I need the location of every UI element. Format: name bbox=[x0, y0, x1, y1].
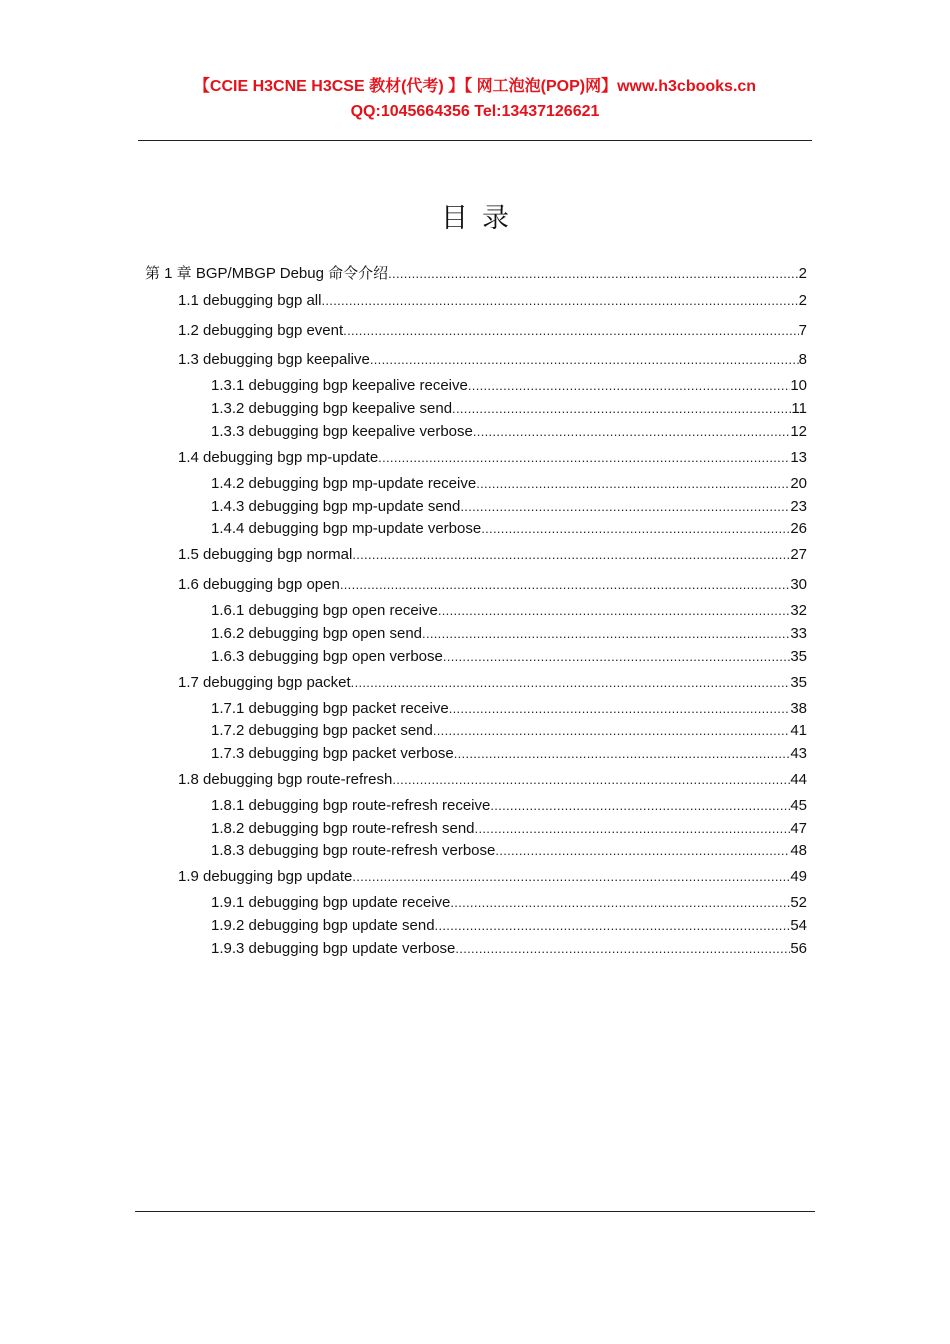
toc-entry-label: 1.7.1 debugging bgp packet receive bbox=[211, 700, 449, 717]
toc-dot-leader bbox=[378, 450, 790, 465]
toc-entry[interactable] bbox=[211, 400, 807, 417]
toc-entry-label: 1.3.3 debugging bgp keepalive verbose bbox=[211, 423, 473, 440]
toc-dot-leader bbox=[454, 746, 791, 761]
toc-entry-page: 52 bbox=[790, 894, 807, 911]
toc-entry-page: 8 bbox=[798, 351, 807, 368]
toc-dot-leader bbox=[460, 499, 790, 514]
toc-entry-label: 1.3 debugging bgp keepalive bbox=[178, 351, 370, 368]
toc-entry-page: 2 bbox=[798, 265, 807, 282]
toc-entry[interactable] bbox=[178, 868, 807, 885]
toc-entry[interactable] bbox=[211, 423, 807, 440]
toc-entry[interactable] bbox=[211, 520, 807, 537]
toc-entry-label: 1.9 debugging bgp update bbox=[178, 868, 353, 885]
toc-entry[interactable] bbox=[178, 576, 807, 593]
toc-entry-page: 32 bbox=[790, 602, 807, 619]
toc-dot-leader bbox=[475, 821, 791, 836]
toc-dot-leader bbox=[468, 378, 790, 393]
toc-dot-leader bbox=[473, 424, 790, 439]
toc-entry-page: 47 bbox=[790, 820, 807, 837]
header-phone-line: QQ:1045664356 Tel:13437126621 bbox=[350, 103, 600, 120]
toc-entry-page: 43 bbox=[790, 745, 807, 762]
toc-entry-label: 1.7.3 debugging bgp packet verbose bbox=[211, 745, 454, 762]
toc-entry-label: 1.3.2 debugging bgp keepalive send bbox=[211, 400, 453, 417]
toc-entry-page: 56 bbox=[790, 940, 807, 957]
toc-entry-label: 1.4.3 debugging bgp mp-update send bbox=[211, 498, 461, 515]
toc-dot-leader bbox=[340, 577, 790, 592]
toc-entry-page: 54 bbox=[790, 917, 807, 934]
toc-entry-label: 1.8 debugging bgp route-refresh bbox=[178, 771, 393, 788]
toc-entry-page: 27 bbox=[790, 546, 807, 563]
toc-entry-page: 44 bbox=[790, 771, 807, 788]
toc-dot-leader bbox=[455, 941, 790, 956]
toc-entry[interactable] bbox=[178, 322, 807, 339]
toc-entry-page: 33 bbox=[790, 625, 807, 642]
toc-entry[interactable] bbox=[211, 722, 807, 739]
toc-title: 目录 bbox=[441, 203, 523, 234]
toc-entry-label: 1.5 debugging bgp normal bbox=[178, 546, 353, 563]
toc-entry[interactable] bbox=[211, 475, 807, 492]
toc-dot-leader bbox=[495, 843, 790, 858]
toc-entry-label: 1.7.2 debugging bgp packet send bbox=[211, 722, 433, 739]
toc-dot-leader bbox=[449, 701, 791, 716]
toc-dot-leader bbox=[450, 895, 790, 910]
toc-entry-page: 2 bbox=[798, 292, 807, 309]
toc-dot-leader bbox=[452, 401, 791, 416]
toc-entry-label: 1.7 debugging bgp packet bbox=[178, 674, 351, 691]
toc-entry-label: 1.1 debugging bgp all bbox=[178, 292, 322, 309]
toc-entry-label: 1.9.3 debugging bgp update verbose bbox=[211, 940, 456, 957]
toc-entry[interactable] bbox=[178, 449, 807, 466]
toc-dot-leader bbox=[443, 649, 790, 664]
toc-entry-label: 1.9.1 debugging bgp update receive bbox=[211, 894, 451, 911]
toc-dot-leader bbox=[435, 918, 791, 933]
toc-entry-page: 11 bbox=[791, 400, 807, 417]
header-divider bbox=[138, 140, 812, 141]
toc-entry-page: 26 bbox=[790, 520, 807, 537]
toc-entry-page: 35 bbox=[790, 648, 807, 665]
toc-entry-label: 1.6 debugging bgp open bbox=[178, 576, 340, 593]
toc-dot-leader bbox=[343, 323, 799, 338]
toc-dot-leader bbox=[481, 521, 790, 536]
toc-entry-label: 1.3.1 debugging bgp keepalive receive bbox=[211, 377, 468, 394]
toc-entry-label: 1.8.3 debugging bgp route-refresh verbose bbox=[211, 842, 496, 859]
toc-entry-label: 1.8.1 debugging bgp route-refresh receive bbox=[211, 797, 491, 814]
toc-entry[interactable] bbox=[211, 648, 807, 665]
toc-dot-leader bbox=[392, 772, 790, 787]
toc-entry-label: 1.2 debugging bgp event bbox=[178, 322, 344, 339]
toc-entry-page: 38 bbox=[790, 700, 807, 717]
toc-dot-leader bbox=[352, 547, 790, 562]
toc-entry-label: 1.4.2 debugging bgp mp-update receive bbox=[211, 475, 477, 492]
toc-entry-page: 23 bbox=[790, 498, 807, 515]
toc-entry-page: 45 bbox=[790, 797, 807, 814]
toc-entry-label: 1.4 debugging bgp mp-update bbox=[178, 449, 379, 466]
toc-entry[interactable] bbox=[211, 940, 807, 957]
toc-dot-leader bbox=[433, 723, 790, 738]
toc-entry-page: 49 bbox=[790, 868, 807, 885]
toc-entry-page: 20 bbox=[790, 475, 807, 492]
toc-entry[interactable] bbox=[211, 602, 807, 619]
toc-entry-page: 13 bbox=[790, 449, 807, 466]
toc-entry-label: 1.8.2 debugging bgp route-refresh send bbox=[211, 820, 475, 837]
toc-entry[interactable] bbox=[211, 745, 807, 762]
toc-dot-leader bbox=[388, 266, 799, 281]
toc-entry[interactable] bbox=[211, 820, 807, 837]
toc-dot-leader bbox=[490, 798, 790, 813]
toc-entry[interactable] bbox=[178, 351, 807, 368]
toc-entry[interactable] bbox=[211, 700, 807, 717]
toc-entry-page: 10 bbox=[790, 377, 807, 394]
toc-entry[interactable] bbox=[211, 894, 807, 911]
toc-entry[interactable] bbox=[211, 377, 807, 394]
toc-entry[interactable] bbox=[178, 292, 807, 309]
toc-dot-leader bbox=[352, 869, 790, 884]
toc-entry-page: 7 bbox=[798, 322, 807, 339]
toc-entry-label: 1.6.2 debugging bgp open send bbox=[211, 625, 423, 642]
toc-entry-page: 41 bbox=[790, 722, 807, 739]
toc-entry[interactable] bbox=[178, 674, 807, 691]
toc-dot-leader bbox=[370, 352, 799, 367]
toc-dot-leader bbox=[422, 626, 790, 641]
footer-divider bbox=[135, 1211, 815, 1212]
header-contact-line: 【CCIE H3CNE H3CSE 教材(代考) 】【 网工泡泡(POP)网】www.h3cbooks.cn bbox=[193, 78, 757, 95]
toc-entry[interactable] bbox=[211, 498, 807, 515]
toc-entry-page: 12 bbox=[790, 423, 807, 440]
toc-dot-leader bbox=[438, 603, 790, 618]
toc-entry-label: 1.4.4 debugging bgp mp-update verbose bbox=[211, 520, 482, 537]
toc-entry[interactable] bbox=[178, 771, 807, 788]
toc-entry[interactable] bbox=[211, 797, 807, 814]
toc-entry-label: 1.6.3 debugging bgp open verbose bbox=[211, 648, 443, 665]
toc-entry[interactable] bbox=[211, 625, 807, 642]
toc-entry-label: 1.6.1 debugging bgp open receive bbox=[211, 602, 438, 619]
toc-entry-label: 第 1 章 BGP/MBGP Debug 命令介绍 bbox=[145, 265, 389, 282]
toc-dot-leader bbox=[351, 675, 791, 690]
toc-entry-page: 35 bbox=[790, 674, 807, 691]
toc-entry-page: 30 bbox=[790, 576, 807, 593]
toc-entry[interactable] bbox=[211, 842, 807, 859]
toc-entry-label: 1.9.2 debugging bgp update send bbox=[211, 917, 435, 934]
toc-entry[interactable] bbox=[178, 546, 807, 563]
toc-dot-leader bbox=[321, 293, 798, 308]
toc-entry[interactable] bbox=[145, 262, 807, 283]
toc-entry-page: 48 bbox=[790, 842, 807, 859]
toc-entry[interactable] bbox=[211, 917, 807, 934]
toc-dot-leader bbox=[476, 476, 790, 491]
